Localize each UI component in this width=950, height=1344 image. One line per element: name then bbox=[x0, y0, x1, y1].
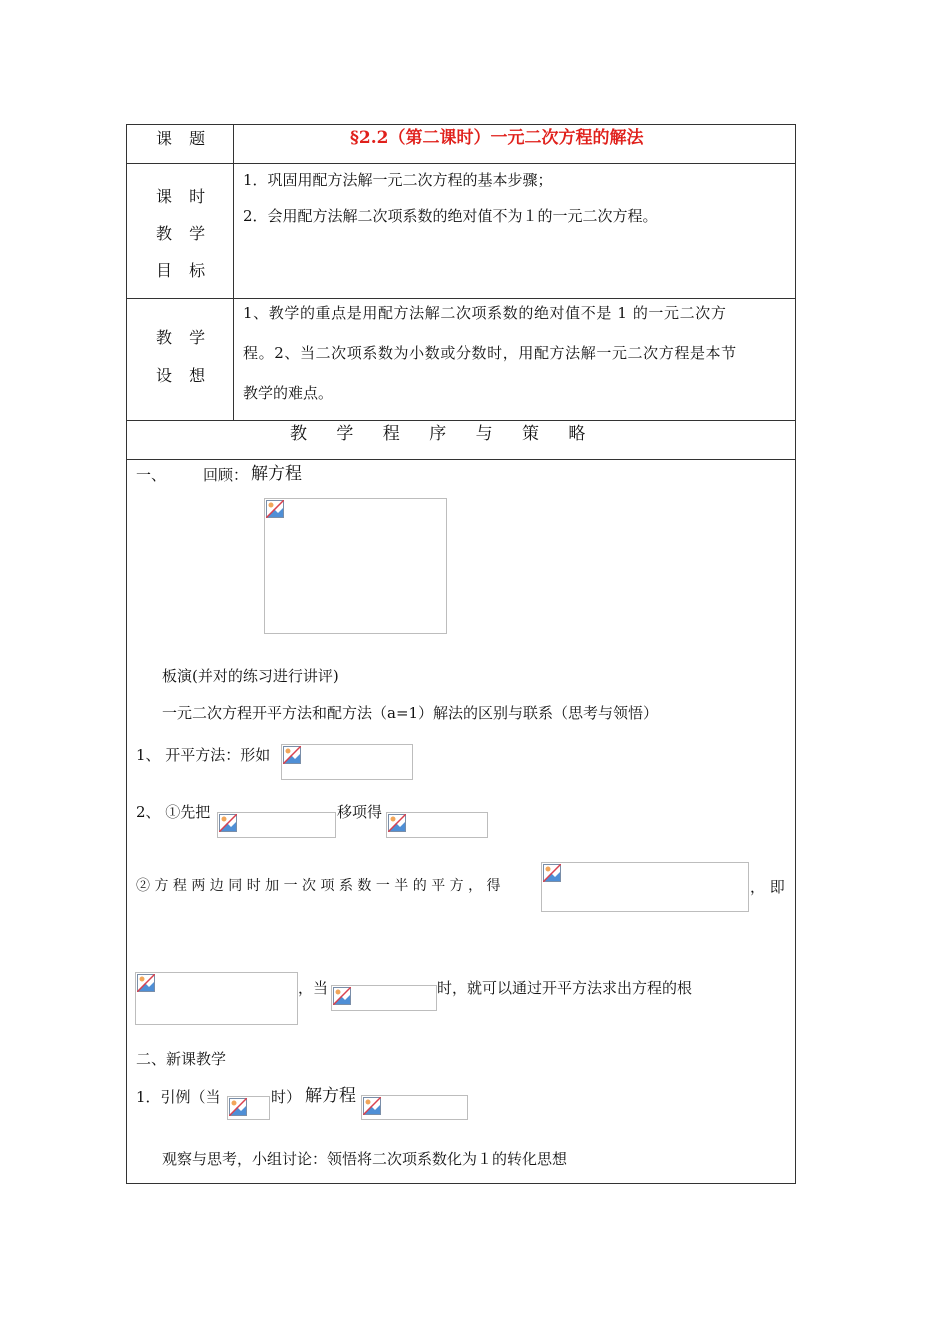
table-row-divider bbox=[126, 420, 796, 421]
broken-image-icon bbox=[219, 814, 237, 832]
objectives-label-line: 课 时 bbox=[156, 187, 212, 206]
broken-image-icon bbox=[283, 746, 301, 764]
broken-image-icon bbox=[266, 500, 284, 518]
broken-image-icon bbox=[543, 864, 561, 882]
table-row-divider bbox=[126, 163, 796, 164]
table-row-divider bbox=[126, 298, 796, 299]
method-item-2-middle: 移项得 bbox=[337, 803, 383, 821]
example-solve-label: 解方程 bbox=[305, 1086, 356, 1106]
design-label-line: 教 学 bbox=[156, 328, 212, 347]
objective-item: 1．巩固用配方法解一元二次方程的基本步骤； bbox=[243, 171, 553, 189]
design-text-line: 1、教学的重点是用配方法解二次项系数的绝对值不是 1 的一元二次方 bbox=[243, 304, 727, 322]
method-item-3-text: ② 方 程 两 边 同 时 加 一 次 项 系 数 一 半 的 平 方 ， 得 bbox=[136, 878, 501, 894]
equation-image bbox=[331, 985, 437, 1011]
equation-image bbox=[217, 812, 336, 838]
design-text-line: 程。2、当二次项系数为小数或分数时，用配方法解一元二次方程是本节 bbox=[243, 344, 737, 362]
equation-image bbox=[361, 1095, 468, 1120]
topic-label: 课 题 bbox=[156, 129, 212, 148]
method-item-2-prefix: 2、 ①先把 bbox=[136, 803, 211, 821]
method-item-3-suffix: ， 即 bbox=[750, 878, 785, 896]
objectives-label-line: 目 标 bbox=[156, 261, 212, 280]
equation-image bbox=[541, 862, 749, 912]
equation-image bbox=[386, 812, 488, 838]
method-item-1: 1、 开平方法：形如 bbox=[136, 746, 271, 764]
procedure-heading: 教 学 程 序 与 策 略 bbox=[290, 424, 598, 444]
equation-image bbox=[264, 498, 447, 634]
broken-image-icon bbox=[333, 987, 351, 1005]
objectives-label-line: 教 学 bbox=[156, 224, 212, 243]
equation-image bbox=[227, 1096, 270, 1120]
broken-image-icon bbox=[137, 974, 155, 992]
broken-image-icon bbox=[388, 814, 406, 832]
equation-image bbox=[281, 744, 413, 780]
objective-item: 2．会用配方法解二次项系数的绝对值不为１的一元二次方程。 bbox=[243, 207, 658, 225]
example-when-suffix: 时） bbox=[271, 1088, 302, 1106]
method-item-4-conclusion: 时，就可以通过开平方法求出方程的根 bbox=[437, 979, 693, 997]
broken-image-icon bbox=[363, 1097, 381, 1115]
review-number: 一、 bbox=[136, 466, 167, 484]
equation-image bbox=[135, 972, 298, 1025]
board-practice-text: 板演(并对的练习进行讲评) bbox=[162, 667, 339, 685]
table-row-divider bbox=[126, 459, 796, 460]
compare-text: 一元二次方程开平方法和配方法（a=1）解法的区别与联系（思考与领悟） bbox=[162, 704, 659, 722]
example-prefix: 1．引例（当 bbox=[136, 1088, 221, 1106]
method-item-4-when: ，当 bbox=[298, 979, 329, 997]
lesson-table bbox=[126, 124, 796, 1184]
design-text-line: 教学的难点。 bbox=[243, 384, 334, 402]
lesson-title: §2.2（第二课时）一元二次方程的解法 bbox=[350, 128, 644, 148]
observe-discuss-text: 观察与思考，小组讨论：领悟将二次项系数化为１的转化思想 bbox=[162, 1150, 568, 1168]
review-label: 回顾： bbox=[203, 466, 249, 484]
review-title: 解方程 bbox=[251, 464, 302, 484]
table-column-divider bbox=[233, 124, 234, 420]
new-lesson-heading: 二、新课教学 bbox=[136, 1050, 227, 1068]
design-label-line: 设 想 bbox=[156, 366, 212, 385]
broken-image-icon bbox=[229, 1098, 247, 1116]
